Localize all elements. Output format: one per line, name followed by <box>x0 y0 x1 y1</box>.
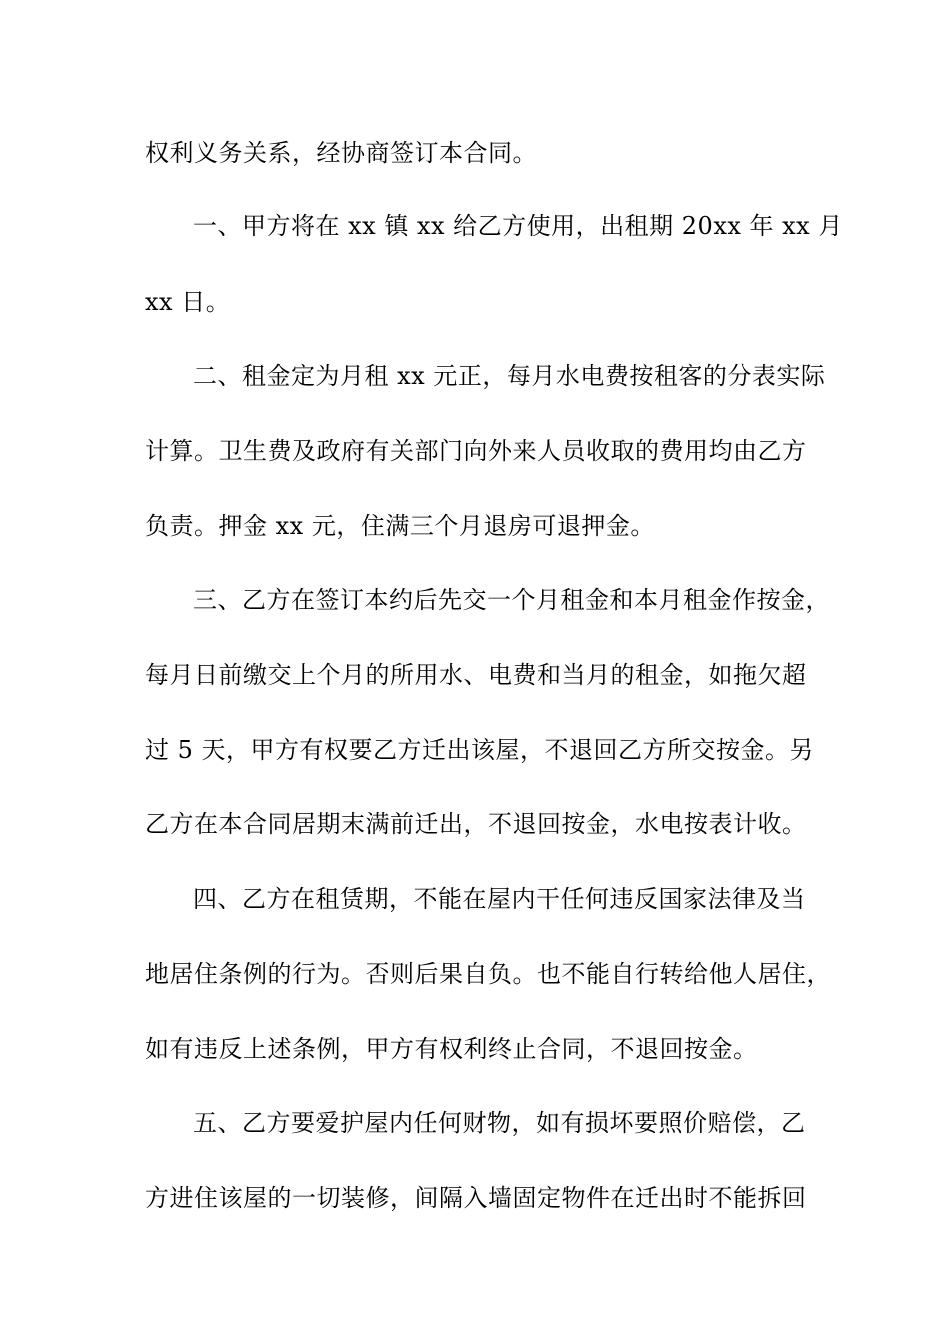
clause-5-line-1: 五、乙方要爱护屋内任何财物，如有损坏要照价赔偿，乙 <box>193 1109 806 1137</box>
text-line-1: 权利义务关系，经协商签订本合同。 <box>145 139 537 167</box>
clause-2-line-1: 二、租金定为月租 xx 元正，每月水电费按租客的分表实际 <box>193 362 826 390</box>
clause-1-line-1: 一、甲方将在 xx 镇 xx 给乙方使用，出租期 20xx 年 xx 月 <box>193 212 843 240</box>
clause-2-line-2: 计算。卫生费及政府有关部门向外来人员收取的费用均由乙方 <box>145 437 807 465</box>
clause-4-line-1: 四、乙方在租赁期，不能在屋内干任何违反国家法律及当 <box>193 885 806 913</box>
clause-3-line-2: 每月日前缴交上个月的所用水、电费和当月的租金，如拖欠超 <box>145 661 807 689</box>
clause-4-line-3: 如有违反上述条例，甲方有权利终止合同，不退回按金。 <box>145 1035 758 1063</box>
clause-4-line-2: 地居住条例的行为。否则后果自负。也不能自行转给他人居住， <box>145 960 831 988</box>
clause-1-line-2: xx 日。 <box>145 288 231 316</box>
clause-2-line-3: 负责。押金 xx 元，住满三个月退房可退押金。 <box>145 512 655 540</box>
clause-3-line-3: 过 5 天，甲方有权要乙方迁出该屋，不退回乙方所交按金。另 <box>145 736 815 764</box>
clause-3-line-1: 三、乙方在签订本约后先交一个月租金和本月租金作按金， <box>193 586 830 614</box>
clause-5-line-2: 方进住该屋的一切装修，间隔入墙固定物件在迁出时不能拆回 <box>145 1184 807 1212</box>
clause-3-line-4: 乙方在本合同居期末满前迁出，不退回按金，水电按表计收。 <box>145 810 807 838</box>
